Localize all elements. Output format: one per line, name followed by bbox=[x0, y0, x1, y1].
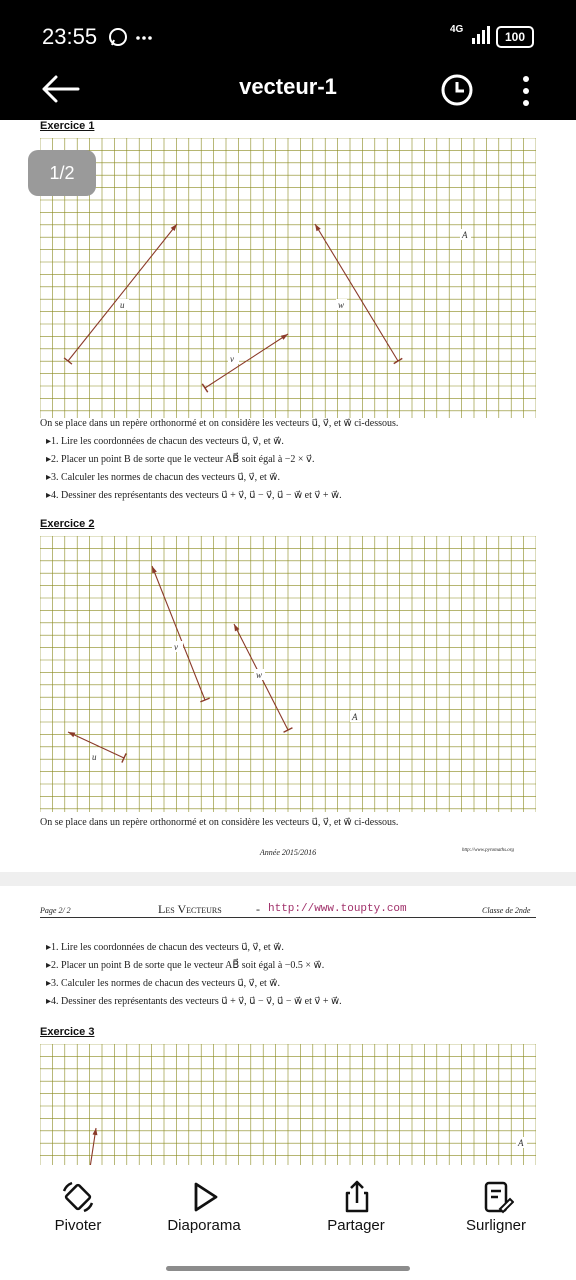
vector-w-ex1 bbox=[315, 224, 398, 361]
exercise-1-item-1: ▸1. Lire les coordonnées de chacun des vecteurs u⃗, v⃗, et w⃗. bbox=[46, 436, 284, 447]
point-A-ex2: A bbox=[352, 712, 358, 722]
page-separator bbox=[0, 872, 576, 886]
label-u-ex2: u⃗ bbox=[92, 752, 104, 762]
page2-item-2: ▸2. Placer un point B de sorte que le vecteur AB⃗ soit égal à −0.5 × w⃗. bbox=[46, 960, 325, 971]
vector-v-ex2 bbox=[152, 566, 205, 700]
point-A-ex1: A bbox=[462, 230, 468, 240]
exercise-3-label: Exercice 3 bbox=[40, 1026, 95, 1038]
vector-v-ex1-tail bbox=[202, 384, 207, 392]
top-bar bbox=[0, 0, 576, 120]
document-viewer[interactable] bbox=[0, 120, 576, 1165]
vector-v-ex1-head bbox=[281, 334, 288, 340]
share-button[interactable] bbox=[296, 1173, 416, 1243]
rotate-icon bbox=[60, 1179, 96, 1215]
vector-u-ex1 bbox=[68, 224, 177, 361]
exercise-1-item-3: ▸3. Calculer les normes de chacun des vecteurs u⃗, v⃗, et w⃗. bbox=[46, 472, 280, 483]
highlight-icon bbox=[480, 1179, 514, 1215]
share-icon bbox=[340, 1179, 374, 1215]
clock-icon[interactable] bbox=[440, 73, 474, 107]
label-v-ex2: v⃗ bbox=[174, 642, 185, 652]
label-v-ex1: v⃗ bbox=[230, 354, 241, 364]
rotate-label: Pivoter bbox=[54, 1217, 102, 1234]
point-A-ex3: A bbox=[518, 1138, 524, 1148]
network-label: 4G bbox=[450, 24, 464, 35]
header-class: Classe de 2nde bbox=[482, 906, 531, 915]
signal-icon bbox=[470, 24, 492, 46]
header-rule bbox=[40, 917, 536, 918]
label-w-ex2: w⃗ bbox=[256, 670, 270, 680]
home-indicator[interactable] bbox=[166, 1266, 410, 1271]
label-u-ex1: u⃗ bbox=[120, 300, 132, 310]
exercise-2-intro: On se place dans un repère orthonormé et on considère les vecteurs u⃗, v⃗, et w⃗ ci-dessous. bbox=[40, 817, 399, 828]
page2-item-3: ▸3. Calculer les normes de chacun des vecteurs u⃗, v⃗, et w⃗. bbox=[46, 978, 280, 989]
footer-url: http://www.pyromaths.org bbox=[462, 848, 515, 853]
play-icon bbox=[188, 1179, 222, 1215]
exercise-1-item-4: ▸4. Dessiner des représentants des vecteurs u⃗ + v⃗, u⃗ − v⃗, u⃗ − w⃗ et v⃗ + w⃗. bbox=[46, 490, 342, 501]
exercise-1-intro: On se place dans un repère orthonormé et on considère les vecteurs u⃗, v⃗, et w⃗ ci-dessous. bbox=[40, 418, 399, 429]
header-separator: - bbox=[256, 902, 260, 916]
status-time: 23:55 bbox=[42, 24, 98, 49]
rotate-button[interactable] bbox=[18, 1173, 138, 1243]
exercise-1-item-2: ▸2. Placer un point B de sorte que le vecteur AB⃗ soit égal à −2 × v⃗. bbox=[46, 454, 315, 465]
bottom-action-bar bbox=[0, 1165, 576, 1280]
highlight-label: Surligner bbox=[465, 1217, 527, 1234]
header-url[interactable]: http://www.toupty.com bbox=[268, 903, 407, 915]
slideshow-button[interactable] bbox=[144, 1173, 264, 1243]
vector-u-ex3-head bbox=[92, 1128, 97, 1135]
exercise-2-label: Exercice 2 bbox=[40, 518, 95, 530]
whatsapp-icon bbox=[108, 26, 154, 48]
vector-u-ex2-tail bbox=[122, 753, 126, 762]
page2-item-1: ▸1. Lire les coordonnées de chacun des vecteurs u⃗, v⃗, et w⃗. bbox=[46, 942, 284, 953]
document-title: vecteur-1 bbox=[239, 74, 337, 99]
highlight-button[interactable] bbox=[436, 1173, 556, 1243]
page-indicator-badge: 1/2 bbox=[28, 150, 96, 196]
exercise-1-label: Exercice 1 bbox=[40, 120, 95, 132]
more-menu-icon[interactable] bbox=[516, 74, 536, 108]
page-number: Page 2/ 2 bbox=[40, 906, 71, 915]
battery-indicator: 100 bbox=[496, 26, 534, 48]
exercise-1-grid bbox=[40, 138, 536, 418]
header-title: Les Vecteurs bbox=[158, 902, 222, 916]
label-w-ex1: w⃗ bbox=[338, 300, 352, 310]
vector-v-ex2-head bbox=[152, 566, 157, 573]
share-label: Partager bbox=[327, 1217, 385, 1234]
exercise-3-grid bbox=[40, 1044, 536, 1165]
slideshow-label: Diaporama bbox=[167, 1217, 241, 1234]
page2-item-4: ▸4. Dessiner des représentants des vecteurs u⃗ + v⃗, u⃗ − v⃗, u⃗ − w⃗ et v⃗ + w⃗. bbox=[46, 996, 342, 1007]
exercise-2-grid bbox=[40, 536, 536, 812]
footer-year: Année 2015/2016 bbox=[259, 848, 317, 857]
